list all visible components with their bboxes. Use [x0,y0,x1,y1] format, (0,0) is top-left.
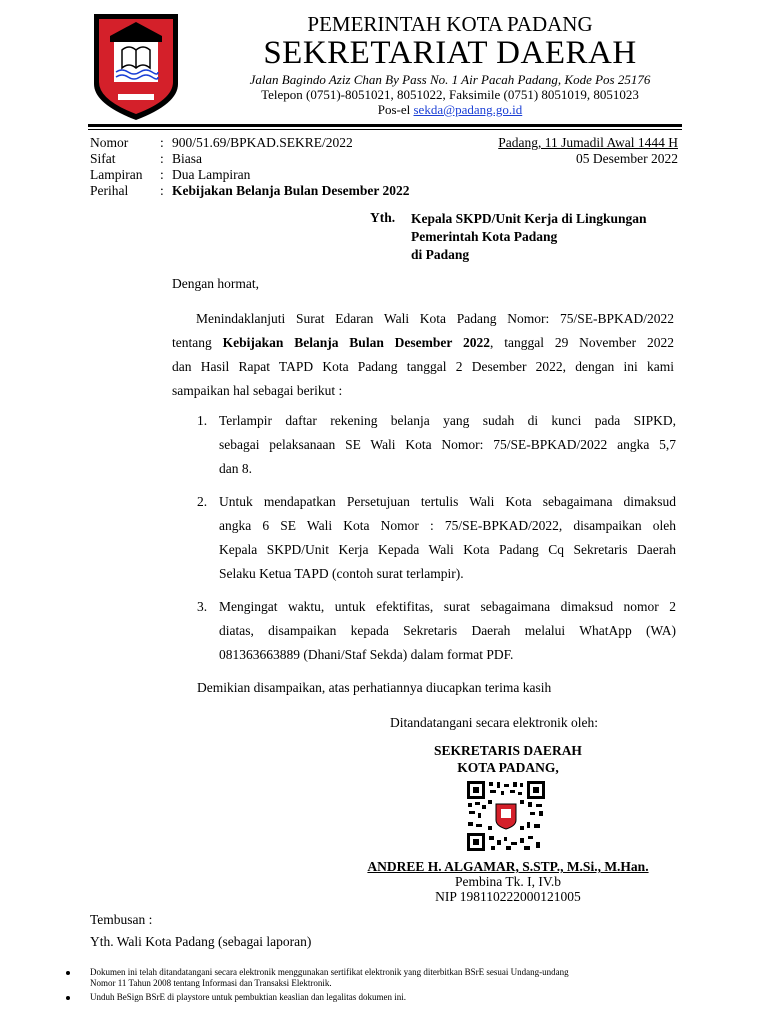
header-phone: Telepon (0751)-8051021, 8051022, Faksimile (0751) 8051019, 8051023 [261,87,639,102]
bullet-icon [66,971,70,975]
meta-labels [90,135,160,199]
item-text [219,599,676,671]
meta-colons [160,135,170,199]
item-line: Untuk mendapatkan Persetujuan tertulis Wali Kota sebagaimana dimaksud [219,494,676,509]
lampiran-value: Dua Lampiran [172,167,251,182]
footnote-text: Unduh BeSign BSrE di playstore untuk pembuktian keaslian dan legalitas dokumen ini. [90,992,406,1002]
date-masehi: 05 Desember 2022 [576,151,678,166]
item-number: 1. [197,413,208,428]
meta-values [172,135,472,199]
city-emblem [92,12,180,122]
recipient-yth: Yth. [370,210,396,225]
signer-nip: NIP 198110222000121005 [435,889,581,904]
p1-subject: Kebijakan Belanja Bulan Desember 2022 [222,335,491,350]
item-line: Selaku Ketua TAPD (contoh surat terlampir). [219,566,464,581]
item-line: Mengingat waktu, untuk efektifitas, surat sebagaimana dimaksud nomor 2 [219,599,676,614]
colon: : [160,183,164,198]
nomor-value: 900/51.69/BPKAD.SEKRE/2022 [172,135,353,150]
closing: Demikian disampaikan, atas perhatiannya diucapkan terima kasih [197,680,552,695]
p1-tentang: tentang [172,335,223,350]
header-email-line [200,102,700,117]
header-address: Jalan Bagindo Aziz Chan By Pass No. 1 Air Pacah Padang, Kode Pos 25176 [249,72,651,87]
qr-code [466,780,546,852]
bullet-icon [66,996,70,1000]
recipient-line1: Kepala SKPD/Unit Kerja di Lingkungan [411,211,647,226]
email-link[interactable]: sekda@padang.go.id [413,102,523,117]
sign-title2: KOTA PADANG, [457,760,559,775]
item-text [219,494,676,590]
p1-line1: Menindaklanjuti Surat Edaran Wali Kota Padang Nomor: 75/SE-BPKAD/2022 [196,311,674,326]
footnote-line: Nomor 11 Tahun 2008 tentang Informasi dan Transaksi Elektronik. [90,978,332,988]
item-line: Terlampir daftar rekening belanja yang sudah di kunci pada SIPKD, [219,413,676,428]
tembusan-item: Yth. Wali Kota Padang (sebagai laporan) [90,934,312,949]
item-line: sebagai pelaksanaan SE Wali Kota Nomor: 75/SE-BPKAD/2022 angka 5,7 [219,437,676,452]
p1-line2 [172,335,674,359]
header-line2: SEKRETARIAT DAERAH [263,35,637,71]
lampiran-label: Lampiran [90,167,143,182]
item-number: 3. [197,599,208,614]
item-line: diatas, disampaikan kepada Sekretaris Daerah melalui WhatApp (WA) [219,623,676,638]
sifat-value: Biasa [172,151,202,166]
header-divider-thick [88,124,682,127]
paragraph-1 [172,311,674,407]
recipient-line3: di Padang [411,247,470,262]
footnote-line: Dokumen ini telah ditandatangani secara elektronik menggunakan sertifikat elektronik yang diterbitkan BSrE sesuai Undang-undang [90,967,569,977]
email-prefix: Pos-el [377,102,414,117]
perihal-label: Perihal [90,183,129,198]
item-line: Kepala SKPD/Unit Kerja Kepada Wali Kota Padang Cq Sekretaris Daerah [219,542,676,557]
nomor-label: Nomor [90,135,129,150]
signed-note: Ditandatangani secara elektronik oleh: [390,715,599,730]
colon: : [160,167,164,182]
item-line: angka 6 SE Wali Kota Nomor : 75/SE-BPKAD/2022, disampaikan oleh [219,518,676,533]
colon: : [160,151,164,166]
p1-date: , tanggal 29 November 2022 [490,335,675,350]
tembusan-label: Tembusan : [90,912,153,927]
sifat-label: Sifat [90,151,116,166]
p1-line4: sampaikan hal sebagai berikut : [172,383,343,398]
colon: : [160,135,164,150]
signer-name: ANDREE H. ALGAMAR, S.STP., M.Si., M.Han. [367,859,649,874]
header-divider-thin [88,129,682,130]
greeting: Dengan hormat, [172,276,259,291]
recipient-line2: Pemerintah Kota Padang [411,229,558,244]
date-hijri: Padang, 11 Jumadil Awal 1444 H [498,135,678,150]
recipient-block [411,210,691,264]
item-line: 081363663889 (Dhani/Staf Sekda) dalam format PDF. [219,647,514,662]
signer-rank: Pembina Tk. I, IV.b [455,874,561,889]
footnote-text [90,967,690,989]
p1-line3: dan Hasil Rapat TAPD Kota Padang tanggal 2 Desember 2022, dengan ini kami [172,359,674,374]
header-line1: PEMERINTAH KOTA PADANG [307,12,593,36]
sign-title1: SEKRETARIS DAERAH [434,743,582,758]
item-line: dan 8. [219,461,252,476]
perihal-value: Kebijakan Belanja Bulan Desember 2022 [172,183,410,198]
item-text [219,413,676,485]
item-number: 2. [197,494,208,509]
